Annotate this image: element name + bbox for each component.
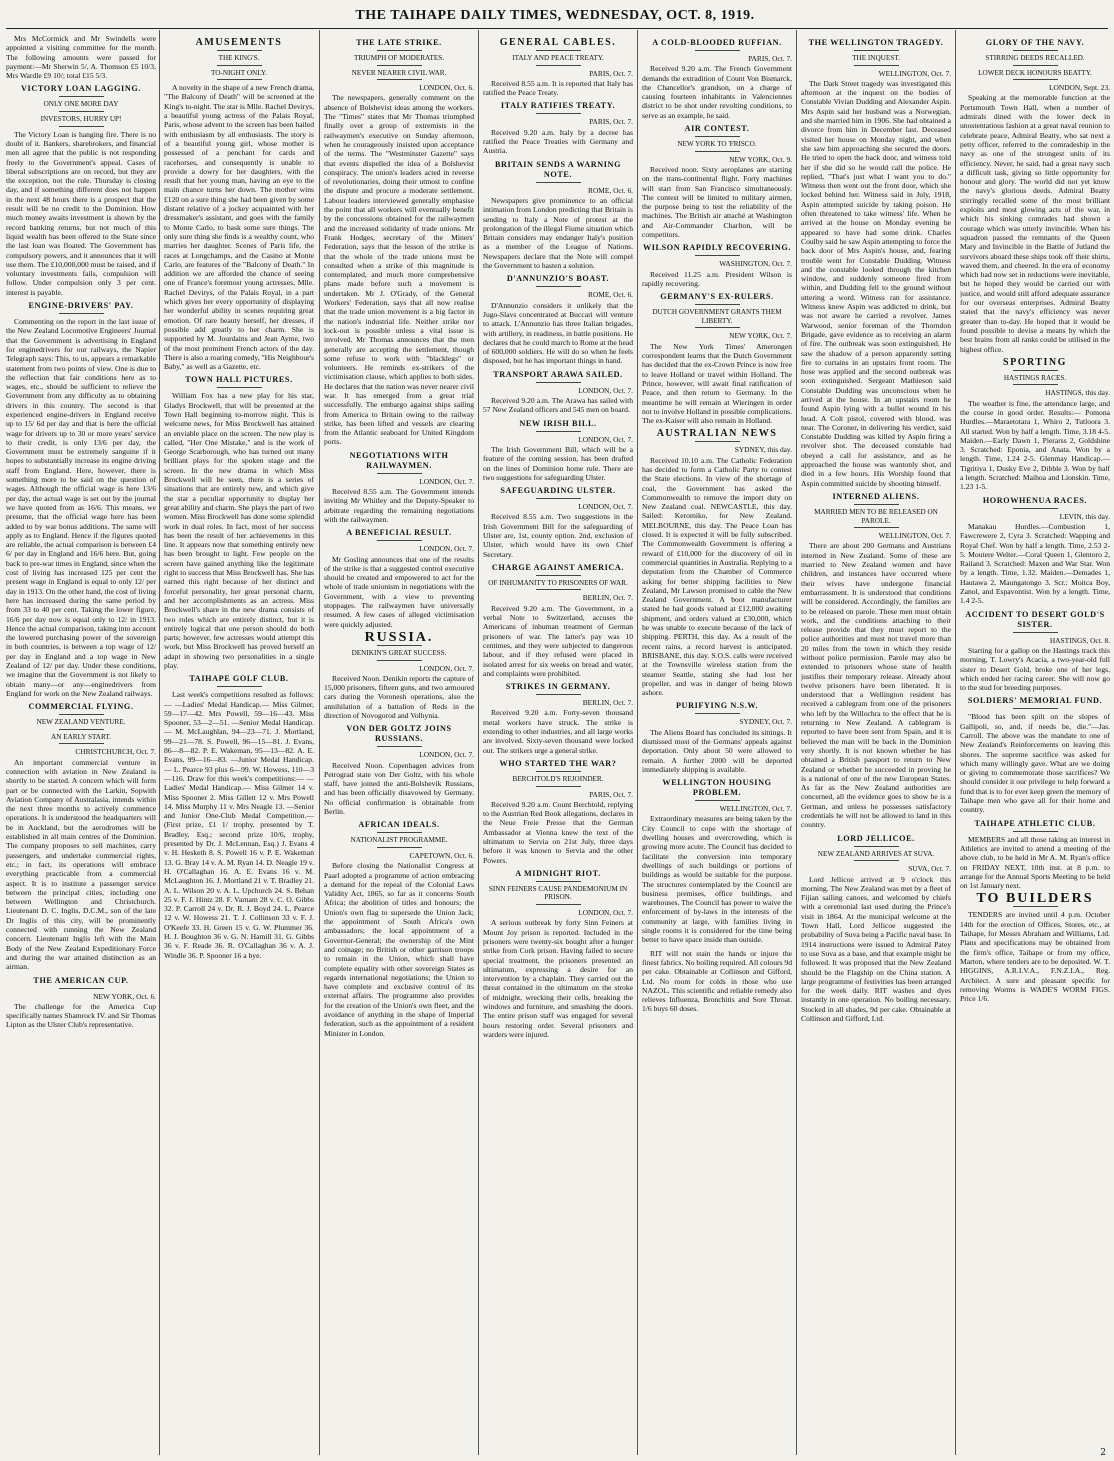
headline: THE WELLINGTON TRAGEDY. [808, 38, 944, 47]
column-1 [6, 34, 156, 1454]
article [642, 701, 792, 774]
headline: HOROWHENUA RACES. [982, 495, 1088, 505]
article [960, 358, 1110, 492]
page-number: 2 [1100, 1448, 1106, 1458]
headline: NEGOTIATIONS WITH RAILWAYMEN. [349, 450, 449, 470]
dateline: NEW YORK, Oct. 9. [729, 154, 792, 164]
headline: TO BUILDERS [976, 891, 1094, 907]
article-body: Received 8.55 a.m. It is reported that Italy has ratified the Peace Treaty. [483, 78, 633, 98]
headline: STRIKES IN GERMANY. [505, 682, 611, 692]
headline-rule [377, 746, 422, 747]
headline: NEW IRISH BILL. [519, 418, 597, 428]
subheadline: THE INQUEST. [852, 54, 900, 62]
article [483, 101, 633, 155]
subheadline-rule [59, 743, 104, 744]
column-3 [324, 34, 474, 1454]
headline-rule [1013, 906, 1058, 907]
article [960, 496, 1110, 606]
dateline: HASTINGS, Oct. 8. [1049, 635, 1110, 645]
article-body: Received 9.20 a.m. Italy by a decree has ratified the Peace Treaties with Germany and Austria. [483, 127, 633, 156]
article [642, 292, 792, 425]
headline-rule [59, 96, 104, 97]
article [960, 819, 1110, 891]
article [6, 702, 156, 971]
article-body: Received Noon. Denikin reports the capture of 15,000 prisoners, fifteen guns, and two armoured cars during the Voronesh operations, also the annihilation of a battalion of Reds in the direction of Novogorod and Volhynia. [324, 673, 474, 720]
article-body: The New York Times' Amerongen correspondent learns that the Dutch Government has decided that the ex-Crown Prince is now free to leave Holland or travel within Holland. The Prince, however, will await final ratification of Peace, and then return to Germany. In the meantime he will remain at Wieringen in order not to involve Holland in possible complications. The ex-Kaiser will also remain in Holland. [642, 341, 792, 426]
article [642, 38, 792, 120]
headline: WILSON RAPIDLY RECOVERING. [642, 243, 792, 253]
article-body: Received 10.10 a.m. The Catholic Federation has decided to form a Catholic Party to contest the State elections. In view of the shortage of coal, the Government has asked the Commonwealth to remove the import duty on New Zealand coal. NEWCASTLE, this day. Sailed: Keromiko, for New Zealand. MELBOURNE, this day. The Peace Loan has closed. It is expected it will be fully subscribed. The Commonwealth Government is offering a reward of £10,000 for the discovery of oil in commercial quantities in Australia. Replying to a deputation from the Chamber of Commerce asking for better shipping facilities to New Zealand, Mr Lawson promised to cable the New Zealand Government. A boot manufacturer stated he had goods valued at £12,000 awaiting shipment, and orders valued at £30,000, which he was unable to execute because of the lack of shipping. PERTH, this day. As a result of the recent rains, a record harvest is anticipated. BRISBANE, this day. S.O.S. calls were received at the Townsville wireless station from the steamer Seattle, stating she had lost her propeller, and was in danger of being blown ashore. [642, 455, 792, 698]
article [483, 419, 633, 482]
headline-rule [1013, 708, 1058, 709]
article-body: Mr Gosling announces that one of the results of the strike is that a suggested control executive should be created and empowered to act for the whole of trade unionism in negotiations with the Government, with a view to preventing stoppages. The railwaymen have universally resumed. A few cases of alleged victimisation were quickly adjusted. [324, 554, 474, 629]
headline: PURIFYING N.S.W. [675, 701, 759, 711]
dateline: LONDON, Oct. 6. [419, 83, 474, 93]
article [6, 34, 156, 80]
subheadline-rule [536, 589, 581, 590]
headline-rule [536, 771, 581, 772]
headline: A COLD-BLOODED RUFFIAN. [652, 38, 782, 47]
subheadline-rule [1013, 384, 1058, 385]
column-divider [796, 30, 797, 1455]
subheadline-rule [217, 65, 262, 66]
article-body: MEMBERS and all those taking an interest in Athletics are invited to attend a meeting of the above club, to be held in Mr A. M. Ryan's office on FRIDAY NEXT, 10th inst. at 8 p.m. to arrange for the Annual Sports Meeting to be held on 1st January next. [960, 834, 1110, 891]
dateline: BERLIN, Oct. 7. [582, 698, 633, 708]
article-body: Received 9.20 a.m. The French Government demands the extradition of Count Von Bismarck, the Chancellor's grandson, on a charge of causing fourteen inhabitants in Valenciennes district to be shot under revolting conditions, to serve as an example, he said. [642, 64, 792, 120]
subheadline-rule [377, 847, 422, 848]
subheadline-rule [59, 729, 104, 730]
article [801, 834, 951, 1024]
subheadline-rule [854, 860, 899, 861]
article [483, 274, 633, 365]
dateline: PARIS, Oct. 7. [589, 117, 633, 127]
article [164, 674, 314, 960]
article [483, 563, 633, 678]
headline: ITALY RATIFIES TREATY. [500, 101, 616, 111]
dateline: LONDON, Sept. 23. [1049, 83, 1110, 93]
article [483, 682, 633, 755]
subheadline-rule [59, 111, 104, 112]
headline-rule [217, 50, 262, 51]
subheadline: SINN FEINERS CAUSE PANDEMONIUM IN PRISON. [488, 884, 628, 902]
article-body: The Irish Government Bill, which will be a feature of the coming session, has been drafted on the lines of Dominion home rule. There are two suggestions for safeguarding Ulster. [483, 444, 633, 482]
headline-rule [854, 846, 899, 847]
masthead [0, 4, 1114, 26]
headline: SPORTING [1003, 356, 1067, 368]
dateline: WELLINGTON, Oct. 7. [878, 531, 951, 541]
article [483, 38, 633, 97]
headline: THE LATE STRIKE. [356, 38, 442, 47]
dateline: BERLIN, Oct. 7. [582, 593, 633, 603]
headline-rule [377, 540, 422, 541]
subheadline: DUTCH GOVERNMENT GRANTS THEM LIBERTY. [652, 308, 782, 325]
article-body: There are about 200 Germans and Austrians interned in New Zealand. Some of these are married to New Zealand women and have children, and instances have occurred where their wives have undergone financial embarrassment. It is understood that conditions will be considered. Accordingly, the families are to be released on parole. These men must obtain work, and the conditions attaching to their release provide that they must report to the police authorities and must not travel more than 20 miles from the town in which they reside without police permission. Parole may also be extended to prisoners whose state of health justifies their temporary release. Already about twelve prisoners have been liberated. It is understood that a Wellington resident has received a cablegram from one of the prisoners who left by the Willochra to the effect that he is returning to New Zealand. A cablegram is reported to have been sent from Spain, and it is believed the man will be back in the Dominion very shortly. It is not known whether he has obtained a British passport to return to New Zealand or whether he succeeded in proving he is a national of one of the new European States. As far as the New Zealand authorities are concerned, all the evidence goes to show he is a German, and unless he possesses satisfactory credentials he will not be allowed to land in this country. [801, 541, 951, 830]
column-5 [642, 34, 792, 1454]
column-divider [319, 30, 320, 1455]
headline: TAIHAPE GOLF CLUB. [189, 674, 289, 684]
headline-rule [377, 473, 422, 474]
headline: THE AMERICAN CUP. [33, 975, 129, 985]
column-4 [483, 34, 633, 1454]
dateline: SYDNEY, Oct. 7. [739, 717, 792, 727]
article [483, 486, 633, 559]
subheadline: MARRIED MEN TO BE RELEASED ON PAROLE. [814, 507, 938, 525]
headline-rule [695, 304, 740, 305]
headline-rule [695, 800, 740, 801]
article-body: Before closing the Nationalist Congress at Paarl adopted a programme of action embracing a demand for the repeal of the Colonial Laws Validity Act, 1865, so far as it concerns South Africa; the abolition of titles and honours; the Union's own flag to supersede the Union Jack; the appointment of South Africa's own ambassadors; the local appointment of a Governor-General; the ownership of the Mint and coinage; no British or other garrison troops to remain in the Union, which shall have complete equality with other sovereign States as regards international negotiations; the Union to have complete and exclusive control of its external affairs. The programme also provides for the creation of the Union's own fleet, and the avoidance of anything in the shape of Imperial federation, such as the appointment of a resident Minister in London. [324, 861, 474, 1038]
article-body: Commenting on the report in the last issue of the New Zealand Locomotive Engineers' Journal that the Government is advertising in England for enginedrivers for our railways, the Napier Telegraph says: This, to us, appears a remarkable statement from two points of view. One is due to the reflection that fair conditions here as to wages, etc., should be sufficient to relieve the Government from any difficulty as to obtaining drivers in this country. The second is that experienced engine-drivers in England receive up to 15/ 6d per day and that is here the official wage for drivers up to 30 or more years' service to their credit, is only 13/6 per day, the Government must be extremely sanguine if it hopes to substantially increase its engine driving staff from England. Here, however, there is something more to be said on the question of wages. Although the official wage is here 13/6 per day, the actual wage is set out by the journal we have quoted from as 16/6. This means, we presume, that the official wage here has been added to by war bonus additions. The same will apply as to England. Hence if the figures quoted are reliable, the actual comparison is between £4 6/ per day in England and 16/6 here. But, going back to pre-war times in England, since when the cost of living has increased 125 per cent the present wage in England is equal to only 12/ per day in 1913. On the other hand, the cost of living here has increased during the same period by from 33 to 40 per cent. Taking the lower figure, 16/6 per day now is equal only to 12/ in 1913. Hence the actual comparison, taking into account the lowered purchasing power of the sovereign in both countries, is between a top wage of 12/ per day in England and a top wage in New Zealand of 12/ per day. Under these conditions, we imagine that the Government is not likely to obtain many—or any—enginedrivers from England for work on the New Zealand railways. [6, 317, 156, 698]
article [324, 528, 474, 629]
masthead-rule [6, 28, 1108, 29]
headline: D'ANNUNZIO'S BOAST. [506, 274, 610, 284]
subheadline-rule [536, 904, 581, 905]
dateline: NEW YORK, Oct. 7. [729, 331, 792, 341]
dateline: NEW YORK, Oct. 6. [93, 991, 156, 1001]
article-body: William Fox has a new play for his star, Gladys Brockwell, that will be presented at the Town Hall beginning to-morrow night. This is welcome news, for Miss Brockwell has attained an enviable place on the screen. The new play is called, "Her One Mistake," and is the work of George Scarborough, who has turned out many brilliant plays for the spoken stage and the screen. In the new drama in which Miss Brockwell will be seen, there is a series of situations that are entirely new, and which give the star a peculiar opportunity to display her great ability and charm. She plays the part of two women. Miss Brockwell has done some splendid work in dual roles. In fact, most of her success has been the result of her achievements in this line. It appears now that something entirely new has been brought to light. Few people on the screen have gained anything like the legitimate right to success that Miss Brockwell has. She has earned this right because of her distinct and forceful personality, her great personal charm, and her accomplishments as an actress. Miss Brockwell's share in the new drama consists of two roles which are entirely distinct, but it is entirely logical that one person should do both parts; however, few actresses would attempt this work, but Miss Brockwell has proved herself an adapt in showing two personalities in a single play. [164, 391, 314, 670]
article-body: Received Noon. Copenhagen advices from Petrograd state von Der Goltz, with his whole staff, have joined the anti-Bolshevik Russians, and has been officially disavowed by Germany. No official confirmation is obtainable from Berlin. [324, 760, 474, 817]
article-body: Received 11.25 a.m. President Wilson is rapidly recovering. [642, 269, 792, 288]
article [960, 610, 1110, 693]
article [324, 451, 474, 524]
dateline: LONDON, Oct. 7. [578, 434, 633, 444]
article [483, 759, 633, 865]
headline-rule [59, 714, 104, 715]
headline-rule [536, 694, 581, 695]
subheadline-rule [217, 79, 262, 80]
headline: AFRICAN IDEALS. [358, 820, 440, 830]
headline: WHO STARTED THE WAR? [499, 758, 617, 768]
headline: INTERNED ALIENS. [832, 491, 920, 501]
article [801, 38, 951, 488]
dateline: PARIS, Oct. 7. [589, 68, 633, 78]
dateline: ROME, Oct. 6. [588, 185, 633, 195]
column-divider [955, 30, 956, 1455]
article-body: An important commercial venture in connection with aviation in New Zealand is shortly to be started. A concern which will form part or be connected with the Larkin, Sopwith Aviation Company of Australasia, intends within the next three months to actively commence operations. It is understood the headquarters will be in Auckland, but the aerodromes will be established in all main centres of the Dominion. The company proposes to sell machines, carry passengers, and undertake commercial rights, etc.; in fact, its operations will embrace everything practicable from a commercial aspect. It is to institute a passenger service between the principal cities, including one between Wellington and Christchurch. Lieutenant D. C. Inglis, D.C.M., son of the late Dr Inglis of this city, will be prominently connected with running the New Zealand concern. Lieutenant Inglis left with the Main Body of the New Zealand Expeditionary Force and during the war attained distinction as an airman. [6, 757, 156, 972]
headline: VICTORY LOAN LAGGING. [21, 84, 141, 94]
subheadline: ITALY AND PEACE TREATY. [512, 54, 604, 62]
subheadline-rule [536, 65, 581, 66]
article-body: The Aliens Board has concluded its sittings. It dismissed most of the Germans' appeals against deportation. Only about 50 were allowed to remain. A further 2000 will be deported immediately shipping is available. [642, 727, 792, 774]
headline-rule [377, 50, 422, 51]
article-body: The weather is fine, the attendance large, and the course in good order. Results:— Pomona Hurdles.—Maraetotara 1, Whiro 2, Tutloora 3. All started. Won by half a length. Time, 3.18 4-5. Maiden.—Early Dawn 1, Pierarss 2, Goldshine 3. Scratched: Eponia, and Anata. Won by a length. Time, 1.24 2-5. Glenmay Handicap.—Tigritiya 1, Dusky Eve 2, Dibble 3. Won by half a length. Scratched: Maihoa and Lionskin. Time, 1.23 1-5. [960, 398, 1110, 492]
headline: BRITAIN SENDS A WARNING NOTE. [494, 159, 622, 179]
headline-rule [536, 286, 581, 287]
headline-rule [536, 431, 581, 432]
article-body: "Blood has been spilt on the slopes of Gallipoli, so, and, if needs be, die."—Jas. Carroll. The above was the mandate to one of New Zealand's Reinforcements on leaving this shores. The supreme sacrifice was asked for which many willingly gave. What are we doing or giving to commemorate those sacrifices? We should consider it our privilege to help forward a fund that is to for ever keep green the memory of Taihape men who gave all for their home and country. [960, 712, 1110, 815]
dateline: PARIS, Oct. 7. [748, 54, 792, 63]
headline-rule [1013, 632, 1058, 633]
headline: GLORY OF THE NAVY. [985, 38, 1085, 47]
headline: VON DER GOLTZ JOINS RUSSIANS. [346, 724, 452, 744]
article [324, 38, 474, 447]
headline-rule [1013, 831, 1058, 832]
headline: ACCIDENT TO DESERT GOLD'S SISTER. [965, 609, 1105, 629]
dateline: HASTINGS, this day. [1045, 388, 1110, 398]
headline-rule [377, 645, 422, 646]
headline: TAIHAPE ATHLETIC CLUB. [974, 818, 1096, 828]
article [6, 84, 156, 297]
headline-rule [854, 50, 899, 51]
subheadline-rule [377, 660, 422, 661]
headline: A MIDNIGHT RIOT. [515, 868, 601, 878]
subheadline: OF INHUMANITY TO PRISONERS OF WAR. [488, 578, 628, 587]
article [483, 370, 633, 415]
headline: GERMANY'S EX-RULERS. [660, 292, 774, 302]
dateline: SYDNEY, this day. [734, 445, 792, 455]
subheadline: NATIONALIST PROGRAMME. [350, 836, 448, 845]
headline: COMMERCIAL FLYING. [28, 702, 134, 712]
headline-rule [536, 382, 581, 383]
dateline: PARIS, Oct. 7. [589, 789, 633, 799]
article [164, 375, 314, 670]
headline: AUSTRALIAN NEWS [656, 428, 778, 440]
article-body: Speaking at the memorable function at the Portsmouth Town Hall, when a number of admirals dined with the lower deck in unostentatious fashion at a great naval reunion to celebrate peace, Admiral Beatty, who sat next a petty officer, referred to the comradeship in the navy as one of the strongest units of its efficiency. Never, he said, had a great navy such a difficult task, giving so little opportunity for honour and glory. The world did not yet know the navy's glorious deeds. Admiral Beatty stirringly recalled some of the most brilliant exploits and most glowing acts of the war, in which his sinking comrades had shown a courage which was utterly invincible. When his squadron passed the remnants of the Queen Mary and Invincible in the Battle of Jutland the survivors aboard these ships took off their shirts, waved them, and cheered. In the era of economy which had now set in reductions were inevitable, but he hoped they would be carried out with justice, and would still afford adequate assurance for our overseas enterprises. Admiral Beatty stated that the navy's efficiency was never greater than to-day. He hoped that it would be found possible to devise a means by which the best brains from all ranks could be utilised in the highest office. [960, 93, 1110, 354]
article [164, 38, 314, 371]
subheadline-rule [59, 126, 104, 127]
subheadline: STIRRING DEEDS RECALLED. [985, 54, 1085, 62]
article-body: Extraordinary measures are being taken by the City Council to cope with the shortage of dwelling houses and overcrowding, which is growing more acute. The Council has decided to facilitate the conversion into temporary dwellings of such buildings or portions of buildings as would be suitable for the purpose. The structures contemplated by the Council are business premises, office buildings, and warehouses. The Council has power to waive the enforcement of by-laws in the interests of the community at large, with families living in single rooms it is considered for the time being better to have space inside than outside. [642, 814, 792, 945]
dateline: LONDON, Oct. 7. [419, 544, 474, 554]
article-body: Received 9.20 a.m. Count Berchtold, replying to the Austrian Red Book allegations, declares in the Neue Freie Presse that the German Ambassador at Vienna knew the text of the ultimatum to Servia on 21st July, three days before it was known to Servia and the other Powers. [483, 799, 633, 865]
headline-rule [377, 832, 422, 833]
article [324, 629, 474, 720]
article-body: The Victory Loan is hanging fire. There is no doubt of it. Bankers, sharebrokers, and financial men all agree that the public is not responding freely to the Government's appeal. Cases of liberal subscriptions are on record, but they are the exception, not the rule. Thursday is closing day, and if something different does not happen in the next 48 hours there is a prospect that the result will be no credit to the Dominion. How much money awaits investment is shown by the record banking returns, but not much of this liquid wealth has been offered to the State since the last loan was floated. The Government has compulsory powers, and it announces that it will use them. The £10,000,000 must be raised, and if voluntary investments fails, compulsion will follow. Under compulsion only 3 per cent. interest is payable. [6, 129, 156, 297]
subheadline-rule [854, 527, 899, 528]
headline-rule [854, 504, 899, 505]
dateline: LONDON, Oct. 7. [419, 750, 474, 760]
subheadline-rule [536, 786, 581, 787]
article-body: Received noon. Sixty aeroplanes are starting on the trans-continental flight. Forty machines will start from San Francisco simultaneously. The contest will be limited to military airmen, the purpose being to test the reliability of the machines. The British air attaché at Washington and Air-Commander Charlton, will be competitors. [642, 164, 792, 240]
article-body: Newspapers give prominence to an official intimation from London predicting that Britain is sending to Italy a Note of protest at the prolongation of the illegal Fiume situation which Britain considers may endanger Italy's position as a member of the League of Nations. Newspapers declare that the Note will compel the Government to hasten a solution. [483, 195, 633, 271]
headline: SAFEGUARDING ULSTER. [500, 486, 616, 496]
headline-rule [217, 387, 262, 388]
headline-rule [217, 686, 262, 687]
article-body: Manakau Hurdles.—Combustion 1, Fawcrewere 2, Cyra 3. Scratched: Wapping and Royal Chef. Won by half a length. Time, 2.53 2-5. Moutere Welter.—Coral Queen 1, Glentoro 2, Railand 3. Scratched: Maxen and War Star. Won by a length. Time, 1.32. Maiden.—Demades 1, Hautawa 2, Maungatongo 3. Scr.: Moitca Boy, Zanol, and Espavontist. Won by a length. Time, 1.4 2-5. [960, 521, 1110, 606]
article-body: The Dark Street tragedy was investigated this afternoon at the inquest on the bodies of Constable Vivian Dudding and Alexander Aspin. Mrs Aspin said her husband was a Norwegian, and she married him in 1906. She had obtained a divorce from him in December last. Deceased visited her house on Monday night, and when she saw him approaching she secured the doors. He tried to open the back door, and witness told her if she did so he would call the police. He replied, "That's just what I want you to do." Witness then went out the front door, which she locked behind her. Witness said in July, 1918, Aspin attempted suicide by taking poison. He often threatened to take witness' life. When he arrived at the house on Monday evening he appeared to have had some drink. Charles Coulby said he saw Aspin attempting to force the back door of Mrs Aspin's house, and, fearing trouble went for Constable Dudding. Witness and the constable looked through the kitchen window, and suddenly someone fired from within, and Dudding fell to the ground without uttering a word. Witness ran for assistance. Witness knew Aspin was addicted to drink, but was not aware he carried a revolver. James Warwood, senior foreman of the Thorndon Brigade, gave evidence as to receiving an alarm of fire. The outbreak was soon extinguished. He saw the shadow of a person apparently setting fire to curtains in an upstairs front room. The hose was applied and the second outbreak was soon extinguished. Sergeant Mathieson said Constable Dudding was unconscious when he arrived at the house. In an upstairs room he found Aspin lying with a bullet wound in his head. A Colt pistol, covered with blood, was near. The Coroner, in delivering his verdict, said Constable Dudding was killed by Aspin firing a revolver shot. The deceased constable had obeyed a call for assistance, and as he approached the house was wantonly shot, and died in a few hours. His Worship found that Aspin committed suicide by shooting himself. [801, 78, 951, 488]
article [642, 124, 792, 239]
headline: TRANSPORT ARAWA SAILED. [493, 369, 623, 379]
dateline: CHRISTCHURCH, Oct. 7. [75, 747, 156, 757]
dateline: LEVIN, this day. [1059, 511, 1110, 521]
subheadline-rule [1013, 79, 1058, 80]
headline-rule [695, 255, 740, 256]
dateline: LONDON, Oct. 7. [578, 385, 633, 395]
article [642, 949, 792, 1014]
article [6, 301, 156, 698]
article-body: Received 9.20 a.m. The Government, in a verbal Note to Switzerland, accuses the Americans of inhuman treatment of German prisoners of war. The latter's pay was 10 centimes, and they were subjected to dangerous labour, and if they refused were placed in isolated arrest for six weeks on bread and water, and complaints were prohibited. [483, 603, 633, 678]
article [960, 38, 1110, 354]
headline: CHARGE AGAINST AMERICA. [491, 562, 625, 572]
headline: SOLDIERS' MEMORIAL FUND. [967, 696, 1103, 706]
headline-rule [695, 50, 740, 51]
dateline: LONDON, Oct. 7. [419, 663, 474, 673]
subheadline: HASTINGS RACES. [1003, 373, 1067, 382]
subheadline: INVESTORS, HURRY UP! [40, 115, 122, 124]
subheadline-rule [377, 79, 422, 80]
headline: LORD JELLICOE. [837, 833, 915, 843]
dateline: LONDON, Oct. 7. [578, 502, 633, 512]
headline-rule [536, 575, 581, 576]
article [960, 696, 1110, 814]
headline-rule [695, 136, 740, 137]
headline-rule [59, 313, 104, 314]
headline: AMUSEMENTS [195, 37, 283, 48]
article-body: Starting for a gallop on the Hastings track this morning, T. Lowry's Acacia, a two-year-old full sister to Desert Gold, broke one of her legs, which ended her racing career. She will now go to the stud for breeding purposes. [960, 645, 1110, 693]
article [483, 160, 633, 271]
headline: RUSSIA. [364, 629, 434, 645]
subheadline-rule [695, 327, 740, 328]
article [324, 820, 474, 1038]
headline-rule [1013, 50, 1058, 51]
column-7 [960, 34, 1110, 1454]
headline-rule [695, 713, 740, 714]
headline-rule [536, 498, 581, 499]
dateline: LONDON, Oct. 7. [419, 476, 474, 486]
subheadline-rule [1013, 65, 1058, 66]
subheadline: DENIKIN'S GREAT SUCCESS. [351, 648, 447, 657]
column-divider [478, 30, 479, 1455]
article-body: Received 9.20 a.m. Forty-seven thousand metal workers have struck. The strike is extending to other industries, and all large works are involved. Sixty-seven thousand were locked out. The strikers urge a general strike. [483, 708, 633, 755]
dateline: WELLINGTON, Oct. 7. [878, 68, 951, 78]
subheadline: BERCHTOLD'S REJOINDER. [512, 774, 604, 783]
article [642, 243, 792, 288]
article [801, 492, 951, 830]
headline-rule [1013, 508, 1058, 509]
subheadline: NEW YORK TO 'FRISCO. [677, 140, 757, 149]
subheadline-rule [854, 65, 899, 66]
dateline: LONDON, Oct. 7. [578, 908, 633, 918]
dateline: WELLINGTON, Oct. 7. [719, 804, 792, 814]
headline-rule [1013, 370, 1058, 371]
article [324, 724, 474, 816]
headline-rule [536, 182, 581, 183]
article-body: The newspapers, generally comment on the absence of Bolshevist ideas among the workers. The "Times" states that Mr Thomas triumphed finally over a group of extremists in the railwaymen's executive on Sunday afternoon, when he courageously insisted upon acceptance of the terms. The "Westminster Gazette" says that events dispelled the idea of a Bolshevist conspiracy. The union's leaders acted in reverse of revolutionaries, doing their utmost to confine the dispute and procure a moderate settlement. Labour leaders interviewed generally emphasise the point that all workers will eventually benefit by the concessions obtained for the railwaymen and the increased solidarity of trade unions. Mr Frank Hodges, secretary of the Miners' Federation, says that the lesson of the strike is that the whole of the trade unions must be consulted when a strike of this magnitude is contemplated, and much more comprehensive plans made before such a movement is undertaken. Mr J. O'Grady, of the General Workers' Federation, says that all now realise that the trade union movement is a big factor in the nation's industrial life. Neither strike nor lock-out is possible unless a vital issue is involved. Mr Thomas announces that the men generally are accepting the settlement, though some refuse to work with "blacklegs" or volunteers. He reminds ex-strikers of the victimisation clause, which applies to both sides. He declares that the nation was never nearer civil war. It has emerged from a great trial successfully. The embargo against ships sailing from America to Britain owing to the railway strike, has been lifted and vessels are clearing from the Atlantic seaboard for United Kingdom ports. [324, 93, 474, 447]
dateline: ROME, Oct. 6. [588, 290, 633, 300]
article [642, 778, 792, 944]
headline: AIR CONTEST. [684, 124, 750, 134]
article-body: Received 8.55 a.m. The Government intends inviting Mr Whitley and the Deputy-Speaker to arbitrate regarding the remaining negotiations with the railwaymen. [324, 487, 474, 524]
article-body: Received 8.55 a.m. Two suggestions in the Irish Government Bill for the safeguarding of Ulster are, 1st, county option. 2nd, exclusion of Ulster, which would have its own Chief Secretary. [483, 512, 633, 559]
headline-rule [536, 113, 581, 114]
subheadline: THE KING'S. [218, 54, 260, 62]
column-2 [164, 34, 314, 1454]
article-body: The challenge for the America Cup specifically names Shamrock IV. and Sir Thomas Lipton as the Ulster Club's representative. [6, 1001, 156, 1030]
article-body: Lord Jellicoe arrived at 9 o'clock this morning. The New Zealand was met by a fleet of Fijian sailing canoes, and welcomed by chiefs with a ceremonial last used during the Prince's visit in 1864. At the municipal welcome at the Town Hall, Lord Jellicoe suggested the probability of Suva being a Pacific naval base. In 1914 instructions were issued to Admiral Patey to use Suva as a base, and that example might be followed. It was proposed that the New Zealand should be the Flagship on the China station. A large programme of festivities has been arranged for the week daily. RIT washes and dyes instantly in one operation. No boiling necessary. Stocked in all shades, 9d per cake. Obtainable at Collinson and Gifford, Ltd. [801, 874, 951, 1023]
subheadline: NEW ZEALAND VENTURE. [36, 718, 126, 727]
headline-rule [695, 441, 740, 442]
column-divider [637, 30, 638, 1455]
article-body: Last week's competitions resulted as follows:— —Ladies' Medal Handicap.— Miss Gilmer, 59—17—42. Mrs Powell, 59—16—43. Miss Spooner, 53—2—51. —Senior Medal Handicap.— M. McLaughlan, 94—23—71. J. Mortland, 99—21—78. S. Powell, 96—15—81. J. Evans, 86—8—82. P. E. Wakeman, 95—13—82. A. E. Evans, 99—16—83. —Junior Medal Handicap.— L. Pearce 93 plus 6—99. W. Howess, 110—3—116. Draw for this week's competitions:— —Ladies' Medal Handicap.— Miss Gilmer 14 v. Miss Spooner 2. Miss Gillett 12 v. Mrs Powell 14. Miss Murphy 11 v. Mrs Neagle 13. —Senior and Junior One-Club Medal Competition.— (First prize, £1 1/ trophy, presented by T. Bradley, Esq.; second prize 10/6, trophy, presented by Dr. J. McLennan, Esq.) J. Evans 4 v. H. Hesketh 8. S. Powell 16 v. P. E. Wakeman 13. G. Bray 14 v. A. M. Ryan 14. D. Neagle 19 v. H. O'Callaghan 16. A. E. Evans 16 v. M. McLaughton 16. J. Mortland 21 v. T. Bradley 21. A. L. Wilson 20 v. A. L. Upchurch 24. S. Behan 25 v. F. J. Hintz 28. F. Varnam 28 v. C. O. Gibbs 32. P. Carroll 24 v. Dr. R. J. Boyd 24. L. Pearce 12 v. W. Howess 21. T. J. Collinson 33 v. F. J. O'Keefe 33. H. Green 15 v. G. W. Plummer 36. H. J. Boughton 36 v. G. N. Hamill 31. G. Gibbs 36 v. F. Reade 36. R. O'Callaghan 36 v. A. J. Windle 36. P. Spooner 16 a bye. [164, 690, 314, 960]
headline-rule [536, 50, 581, 51]
subheadline-rule [377, 65, 422, 66]
headline: WELLINGTON HOUSING PROBLEM. [662, 778, 772, 798]
subheadline: NEW ZEALAND ARRIVES AT SUVA. [817, 849, 935, 858]
column-divider [159, 30, 160, 1455]
article [960, 891, 1110, 1004]
article [6, 976, 156, 1030]
subheadline: TRIUMPH OF MODERATES. [353, 54, 445, 62]
column-6 [801, 34, 951, 1454]
headline: ENGINE-DRIVERS' PAY. [28, 301, 134, 311]
article [483, 869, 633, 1039]
headline: GENERAL CABLES. [499, 37, 617, 48]
article-body: Mrs McCormick and Mr Swindells were appointed a visiting committee for the month. The following amounts were passed for payment:—Mr Sherwin 5/, A. Thomson £5 10/3, Mrs Wardle £9 10/; total £15 5/3. [6, 34, 156, 81]
article-body: A novelty in the shape of a new French drama, "The Balcony of Death" will be screened at the King's to-night. The star is Mlle. Rachel Devirys, a beautiful young actress of the Palais Royal, Paris, whose advent to the screen has been hailed with enthusiasm by all enthusiasts. The story is of a beautiful young girl, whose mother is possessed of a penchant for cards and racehorses, and consequently is unable to provide a dowry for her daughters, with the result that her young man, having an eye to the main chance turns her down. The mother wins £120 on a sure thing she had been given by some distant relative of a jockey acquainted with her dressmaker's assistant, and goes with the family to Monte Carlo, to bask some sure things. The only sure thing she finds is a wealthy count, who marries her daughter. Scenes of Paris life, the races at Longchamps, and the Casino at Monte Carlo, are features of the "Balcony of Death." In addition we are afforded the chance of seeing one of France's foremost young actresses, Mlle. Rachel Devirys, of the Palais Royal, in a part which gives her every opportunity of displaying her wonderful ability in scenes requiring great emotion. Of rare beauty herself, her dresses, if possible add greatly to her charm. She is supported by M. Jourdains and Jean Ayme, two of the most prominent French actors of the day. There is also a roaring comedy, "His Neighbour's Baby," as well as a Gazette, etc. [164, 83, 314, 372]
article-body: Received 9.20 a.m. The Arawa has sailed with 57 New Zealand officers and 545 men on board. [483, 396, 633, 415]
dateline: WASHINGTON, Oct. 7. [719, 259, 792, 269]
subheadline: LOWER DECK HONOURS BEATTY. [978, 68, 1092, 77]
article-body: A serious outbreak by forty Sinn Feiners at Mount Joy prison is reported. Included in the prisoners were twenty-six bought after a hunger strike from Cork prison. Having failed to secure special treatment, the prisoners presented an ultimatum, expressing a desire for an intervention by a chaplain. They carried out the threat contained in the ultimatum on the stroke of midnight, wrecking their cells, breaking the windows and furniture, and smashing the doors. The entire prison staff was engaged for several hours restoring order. Several prisoners and warders were injured. [483, 918, 633, 1039]
subheadline-rule [695, 151, 740, 152]
headline: A BENEFICIAL RESULT. [346, 528, 452, 538]
dateline: SUVA, Oct. 7. [908, 864, 951, 874]
subheadline: ONLY ONE MORE DAY [43, 100, 119, 109]
article-body: D'Annunzio considers it unlikely that the Jugo-Slavs concentrated at Buccari will venture to attack. L'Annunzio has three Italian brigades, with artillery, in readiness, in battle positions. He declares that he could march to Rome at the head of 600,000 soldiers. He will do so when he feels disposed, but he has important things in hand. [483, 300, 633, 366]
subheadline: AN EARLY START. [51, 732, 111, 741]
newspaper-title: THE TAIHAPE DAILY TIMES, WEDNESDAY, OCT. 8, 1919. [355, 8, 755, 23]
subheadline: TO-NIGHT ONLY. [211, 68, 267, 77]
headline-rule [59, 988, 104, 989]
headline: TOWN HALL PICTURES. [185, 375, 293, 385]
dateline: CAPETOWN, Oct. 6. [409, 850, 474, 860]
article-body: TENDERS are invited until 4 p.m. October 14th for the erection of Offices, Stores, etc., at Taihape, for Messrs Abraham and Williams, Ltd. Plans and specifications may be obtained from the firm's office, Taihape or from my office, Marton, where tenders are to be deposited. W. T. HIGGINS, A.R.I.V.A., F.N.Z.I.A., Reg. Architect. A sure and pleasant specific for removing Worms is WADE'S WORM FIGS. Price 1/6. [960, 910, 1110, 1004]
headline-rule [536, 881, 581, 882]
article [642, 429, 792, 697]
subheadline: NEVER NEARER CIVIL WAR. [351, 68, 447, 77]
article-body: RIT will not stain the hands or injure the finest fabrics. No boiling required. All colours 9d per cake. Obtainable at Collinson and Gifford, Ltd. No room for colds in those who use NAZOL. This scientific and reliable remedy also relieves Influenza, Bronchitis and Sore Throat. 1/6 buys 60 doses. [642, 948, 792, 1014]
